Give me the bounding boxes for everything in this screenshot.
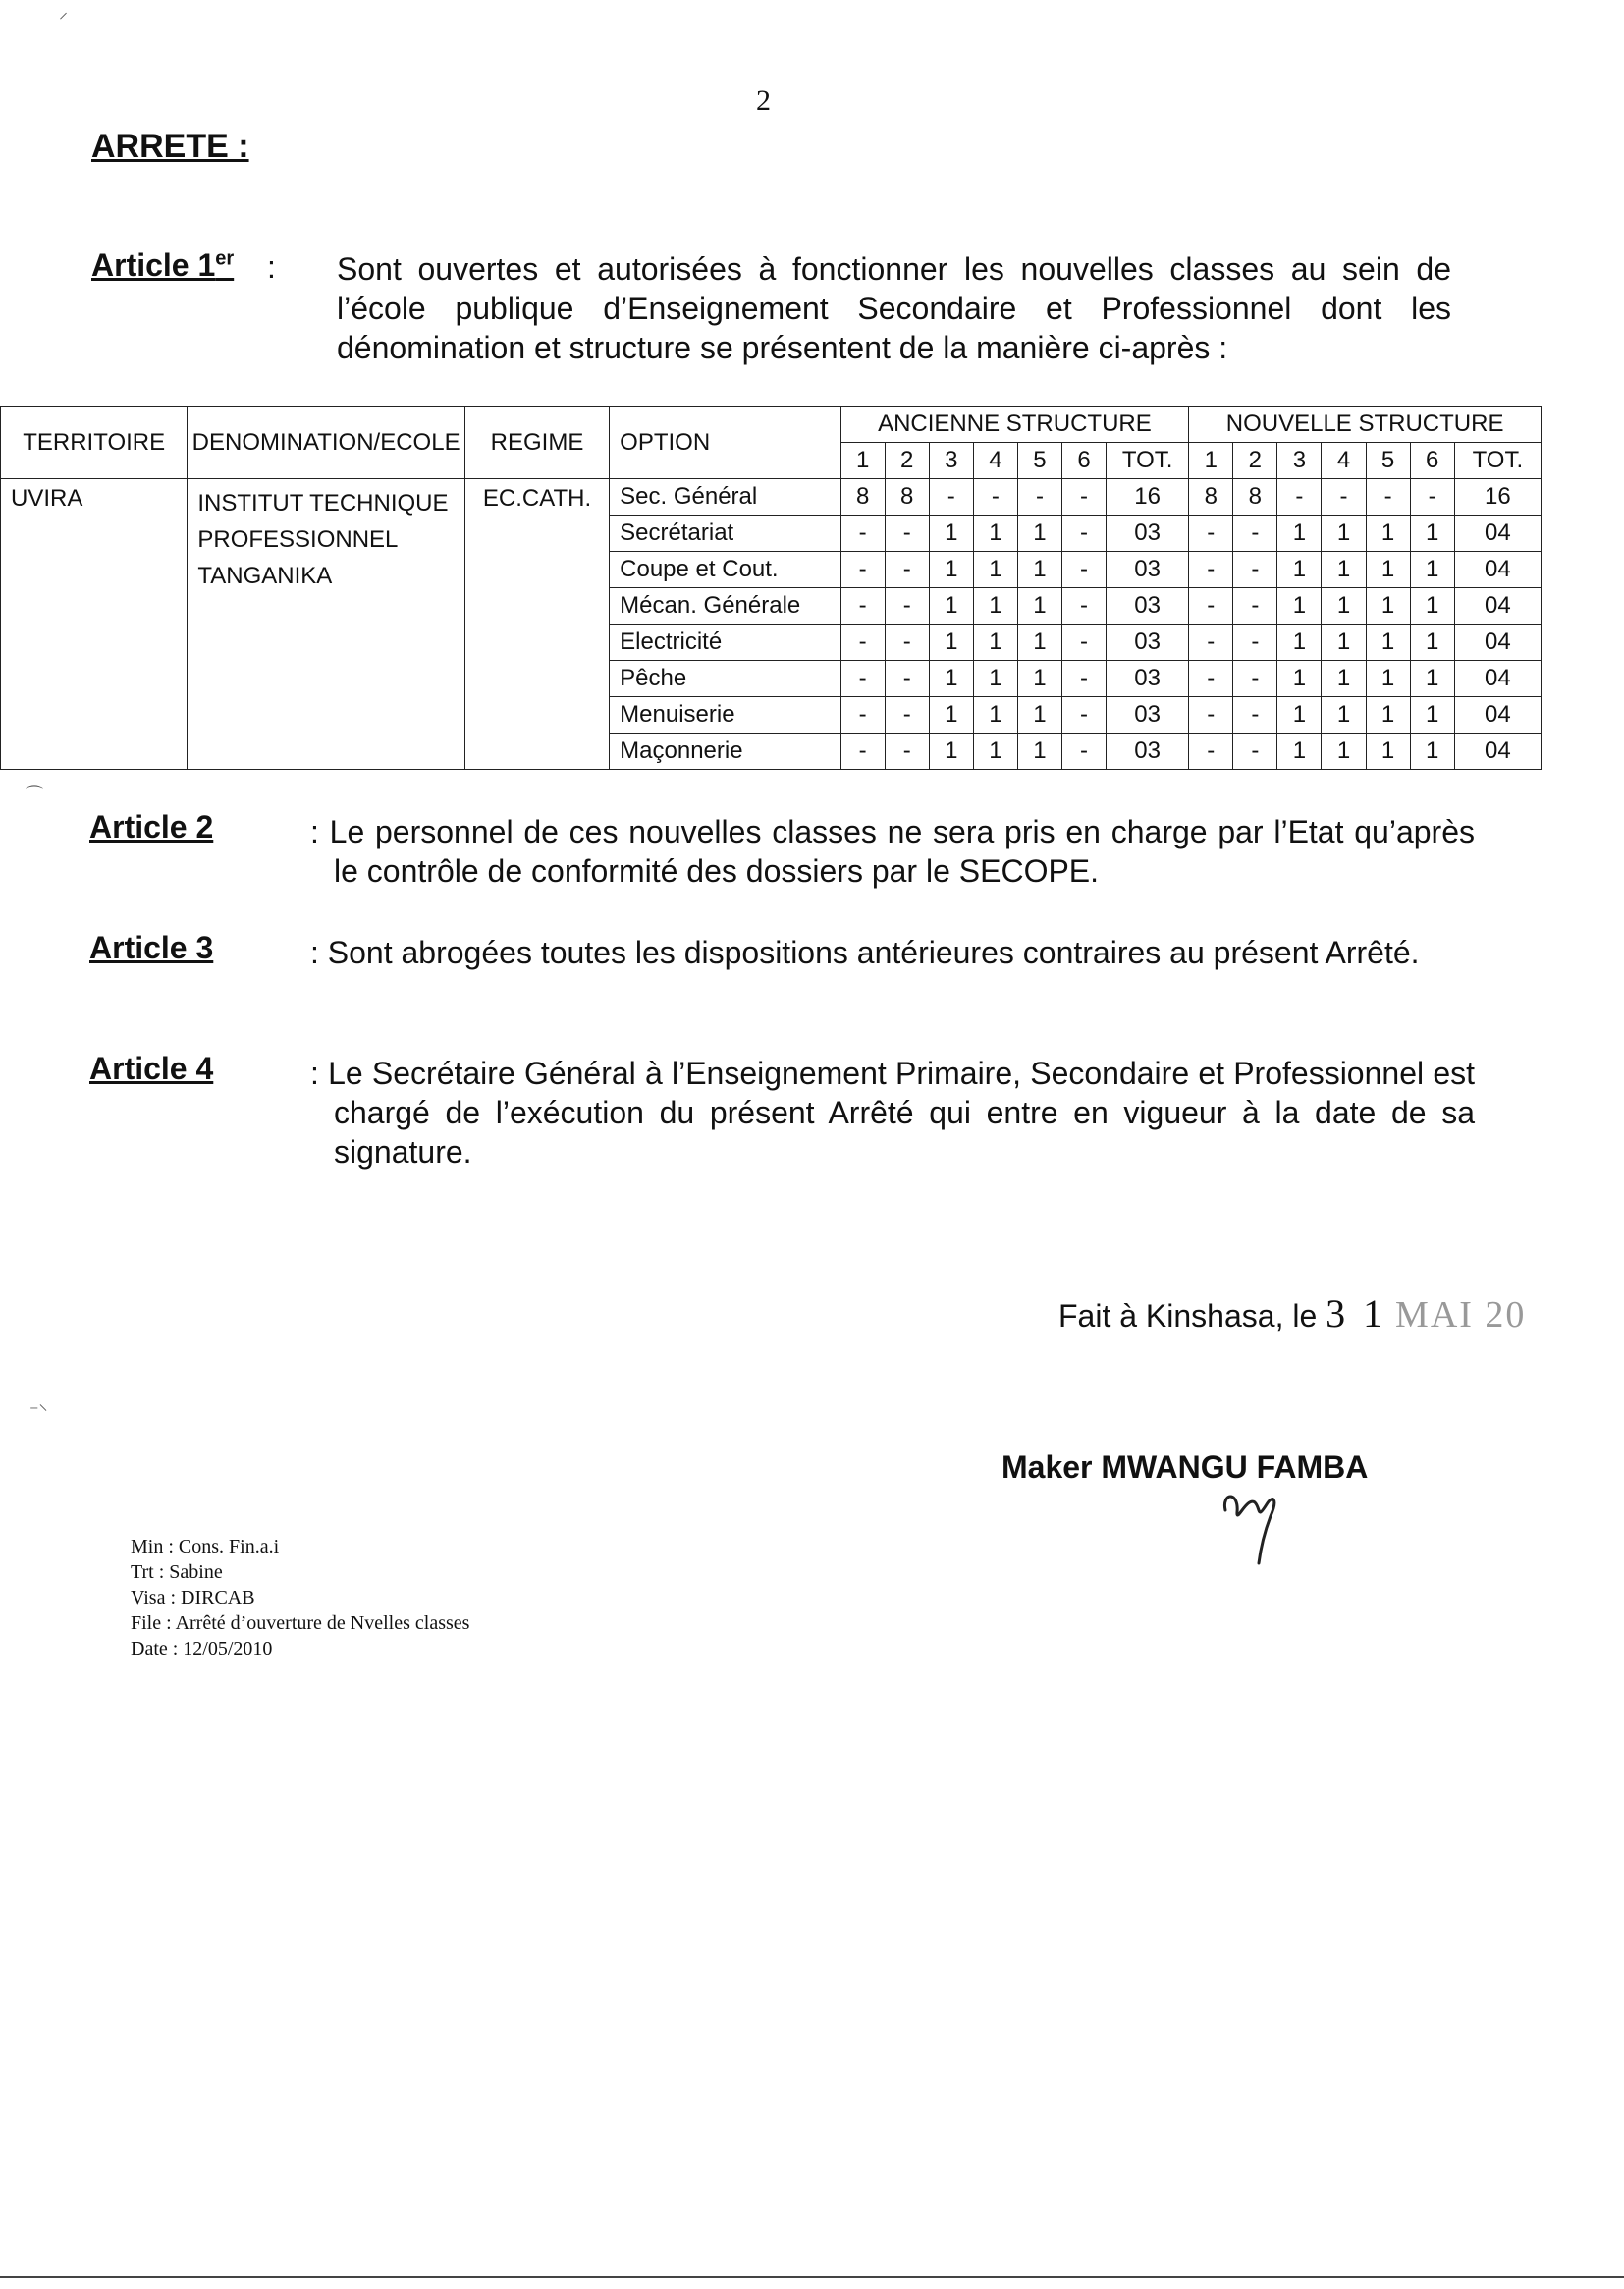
ancienne-value-cell: 03 [1107,734,1189,770]
subheader-cell: 1 [840,443,885,479]
ancienne-value-cell: - [840,625,885,661]
subheader-cell: TOT. [1107,443,1189,479]
ancienne-value-cell: - [885,588,929,625]
option-cell: Electricité [610,625,840,661]
nouvelle-value-cell: 1 [1277,625,1322,661]
date-stamp-month-year: MAI 20 [1395,1294,1527,1335]
ancienne-value-cell: 1 [929,625,973,661]
subheader-cell: 3 [929,443,973,479]
ecole-name-line: TANGANIKA [197,563,333,589]
regime-value: EC.CATH. [482,485,592,512]
nouvelle-value-cell: 04 [1454,625,1541,661]
ancienne-value-cell: 1 [973,552,1017,588]
nouvelle-value-cell: 1 [1366,552,1410,588]
nouvelle-value-cell: - [1366,479,1410,516]
nouvelle-value-cell: 1 [1410,697,1454,734]
nouvelle-value-cell: 04 [1454,697,1541,734]
ancienne-value-cell: 8 [885,479,929,516]
ancienne-value-cell: - [1061,516,1106,552]
ancienne-value-cell: 03 [1107,516,1189,552]
nouvelle-value-cell: 16 [1454,479,1541,516]
nouvelle-value-cell: 1 [1322,697,1366,734]
ancienne-value-cell: - [1061,734,1106,770]
date-stamp-day: 3 1 [1326,1291,1387,1335]
subheader-cell: 4 [1322,443,1366,479]
option-cell: Mécan. Générale [610,588,840,625]
header-ancienne-structure: ANCIENNE STRUCTURE [840,407,1189,443]
page-title: ARRETE : [91,128,249,165]
scan-mark: ⸝ [59,2,68,22]
header-denomination: DENOMINATION/ECOLE [188,407,465,479]
nouvelle-value-cell: 1 [1366,697,1410,734]
fait-a-text: Fait à Kinshasa, le [1058,1298,1318,1334]
nouvelle-value-cell: 1 [1322,625,1366,661]
ancienne-value-cell: 03 [1107,588,1189,625]
article-1-colon: : [267,249,276,285]
nouvelle-value-cell: 1 [1322,661,1366,697]
ancienne-value-cell: - [840,661,885,697]
table-body [1,479,1542,770]
header-territoire: TERRITOIRE [1,407,188,479]
nouvelle-value-cell: - [1410,479,1454,516]
subheader-cell: 5 [1017,443,1061,479]
ancienne-value-cell: 1 [929,552,973,588]
ancienne-value-cell: 16 [1107,479,1189,516]
ancienne-value-cell: 1 [1017,661,1061,697]
ancienne-value-cell: - [885,734,929,770]
article-1-label [91,247,234,284]
ancienne-value-cell: - [1061,479,1106,516]
nouvelle-value-cell: - [1189,516,1233,552]
ancienne-value-cell: - [885,697,929,734]
territoire-cell [1,479,188,770]
nouvelle-value-cell: 1 [1366,625,1410,661]
nouvelle-value-cell: 1 [1277,588,1322,625]
ancienne-value-cell: 1 [1017,588,1061,625]
nouvelle-value-cell: 1 [1277,697,1322,734]
ancienne-value-cell: - [1061,625,1106,661]
nouvelle-value-cell: 1 [1366,588,1410,625]
nouvelle-value-cell: 1 [1410,734,1454,770]
ancienne-value-cell: 1 [1017,516,1061,552]
ancienne-value-cell: 1 [973,516,1017,552]
ancienne-value-cell: 1 [929,516,973,552]
subheader-cell: 2 [885,443,929,479]
ancienne-value-cell: 03 [1107,661,1189,697]
ancienne-value-cell: - [885,625,929,661]
fait-a-line [1058,1290,1526,1336]
ancienne-value-cell: 1 [973,697,1017,734]
ancienne-value-cell: 1 [1017,625,1061,661]
ancienne-value-cell: - [1017,479,1061,516]
article-1-label-main: Article 1 [91,247,216,283]
nouvelle-value-cell: 04 [1454,734,1541,770]
option-cell: Menuiserie [610,697,840,734]
ancienne-value-cell: - [1061,661,1106,697]
ancienne-value-cell: - [840,697,885,734]
ancienne-value-cell: - [929,479,973,516]
ancienne-value-cell: - [885,552,929,588]
ecole-name-line: INSTITUT TECHNIQUE [197,490,449,517]
subheader-cell: TOT. [1454,443,1541,479]
ancienne-value-cell: 1 [1017,734,1061,770]
subheader-cell: 6 [1410,443,1454,479]
article-2-text: : Le personnel de ces nouvelles classes ne sera pris en charge par l’Etat qu’après le contrôle de conformité des dossiers par le SECOPE. [310,814,1475,889]
ancienne-value-cell: 1 [973,625,1017,661]
table-row [1,479,1542,516]
subheader-cell: 1 [1189,443,1233,479]
nouvelle-value-cell: 04 [1454,588,1541,625]
ancienne-value-cell: 1 [929,697,973,734]
ancienne-value-cell: 1 [973,661,1017,697]
ancienne-value-cell: 03 [1107,697,1189,734]
nouvelle-value-cell: - [1189,588,1233,625]
nouvelle-value-cell: 1 [1410,516,1454,552]
table-header-row [1,407,1542,443]
ancienne-value-cell: - [840,516,885,552]
ancienne-value-cell: 1 [929,661,973,697]
subheader-cell: 3 [1277,443,1322,479]
ecole-name-line: PROFESSIONNEL [197,526,399,553]
article-1-text: Sont ouvertes et autorisées à fonctionner les nouvelles classes au sein de l’école publique d’Enseignement Secondaire et Professionnel dont les dénomination et structure se présentent de la manière ci-après : [337,251,1451,365]
ancienne-value-cell: 1 [929,734,973,770]
option-cell: Coupe et Cout. [610,552,840,588]
footer-references [131,1534,469,1662]
nouvelle-value-cell: - [1277,479,1322,516]
ancienne-value-cell: - [840,588,885,625]
nouvelle-value-cell: - [1189,625,1233,661]
subheader-cell: 4 [973,443,1017,479]
nouvelle-value-cell: 1 [1410,625,1454,661]
nouvelle-value-cell: 04 [1454,661,1541,697]
footer-line: Min : Cons. Fin.a.i [131,1536,280,1557]
nouvelle-value-cell: 1 [1322,588,1366,625]
ancienne-value-cell: - [885,516,929,552]
nouvelle-value-cell: - [1322,479,1366,516]
header-nouvelle-structure: NOUVELLE STRUCTURE [1189,407,1542,443]
ancienne-value-cell: - [1061,552,1106,588]
footer-line: Trt : Sabine [131,1561,223,1583]
nouvelle-value-cell: 1 [1366,734,1410,770]
nouvelle-value-cell: 1 [1410,661,1454,697]
nouvelle-value-cell: - [1189,734,1233,770]
nouvelle-value-cell: - [1189,552,1233,588]
option-cell: Secrétariat [610,516,840,552]
ancienne-value-cell: 03 [1107,625,1189,661]
option-cell: Maçonnerie [610,734,840,770]
scan-mark: ⁻⸌ [29,1401,48,1421]
nouvelle-value-cell: 1 [1277,661,1322,697]
option-cell: Sec. Général [610,479,840,516]
nouvelle-value-cell: 1 [1410,552,1454,588]
nouvelle-value-cell: 8 [1189,479,1233,516]
structure-table [0,406,1542,770]
nouvelle-value-cell: 1 [1322,552,1366,588]
ancienne-value-cell: 1 [929,588,973,625]
header-option: OPTION [610,407,840,479]
nouvelle-value-cell: 1 [1366,516,1410,552]
nouvelle-value-cell: - [1233,625,1277,661]
subheader-cell: 5 [1366,443,1410,479]
page-number: 2 [756,84,771,117]
territoire-value: UVIRA [11,485,83,512]
nouvelle-value-cell: 1 [1322,734,1366,770]
ancienne-value-cell: - [840,734,885,770]
handwritten-signature [1218,1481,1286,1569]
ecole-cell [188,479,465,770]
header-regime: REGIME [464,407,609,479]
regime-cell [464,479,609,770]
nouvelle-value-cell: - [1233,588,1277,625]
article-1-label-sup: er [215,247,235,270]
signer-name: Maker MWANGU FAMBA [1001,1449,1369,1485]
nouvelle-value-cell: 1 [1410,588,1454,625]
nouvelle-value-cell: 1 [1322,516,1366,552]
footer-line: Visa : DIRCAB [131,1587,255,1608]
ancienne-value-cell: - [973,479,1017,516]
article-4-label: Article 4 [89,1051,214,1086]
nouvelle-value-cell: 1 [1277,552,1322,588]
nouvelle-value-cell: 8 [1233,479,1277,516]
option-cell: Pêche [610,661,840,697]
article-3-label: Article 3 [89,930,214,965]
nouvelle-value-cell: - [1233,661,1277,697]
ancienne-value-cell: - [1061,697,1106,734]
scan-mark: ⌒ [26,785,43,804]
nouvelle-value-cell: - [1189,697,1233,734]
ancienne-value-cell: - [1061,588,1106,625]
nouvelle-value-cell: - [1233,697,1277,734]
nouvelle-value-cell: - [1233,516,1277,552]
nouvelle-value-cell: 04 [1454,552,1541,588]
subheader-cell: 2 [1233,443,1277,479]
nouvelle-value-cell: 1 [1277,734,1322,770]
ancienne-value-cell: 03 [1107,552,1189,588]
footer-line: File : Arrêté d’ouverture de Nvelles classes [131,1612,470,1634]
ancienne-value-cell: 1 [1017,697,1061,734]
nouvelle-value-cell: 04 [1454,516,1541,552]
nouvelle-value-cell: 1 [1277,516,1322,552]
ancienne-value-cell: 1 [973,588,1017,625]
subheader-cell: 6 [1061,443,1106,479]
footer-line: Date : 12/05/2010 [131,1638,273,1660]
ancienne-value-cell: - [885,661,929,697]
ancienne-value-cell: 1 [973,734,1017,770]
page-bottom-rule [0,2276,1624,2278]
nouvelle-value-cell: - [1233,734,1277,770]
nouvelle-value-cell: 1 [1366,661,1410,697]
ancienne-value-cell: 8 [840,479,885,516]
ancienne-value-cell: 1 [1017,552,1061,588]
article-3-text: : Sont abrogées toutes les dispositions antérieures contraires au présent Arrêté. [310,935,1420,970]
article-4-text: : Le Secrétaire Général à l’Enseignement Primaire, Secondaire et Professionnel est chargé de l’exécution du présent Arrêté qui entre en vigueur à la date de sa signature. [310,1056,1475,1170]
nouvelle-value-cell: - [1233,552,1277,588]
ancienne-value-cell: - [840,552,885,588]
article-2-label: Article 2 [89,809,214,845]
nouvelle-value-cell: - [1189,661,1233,697]
